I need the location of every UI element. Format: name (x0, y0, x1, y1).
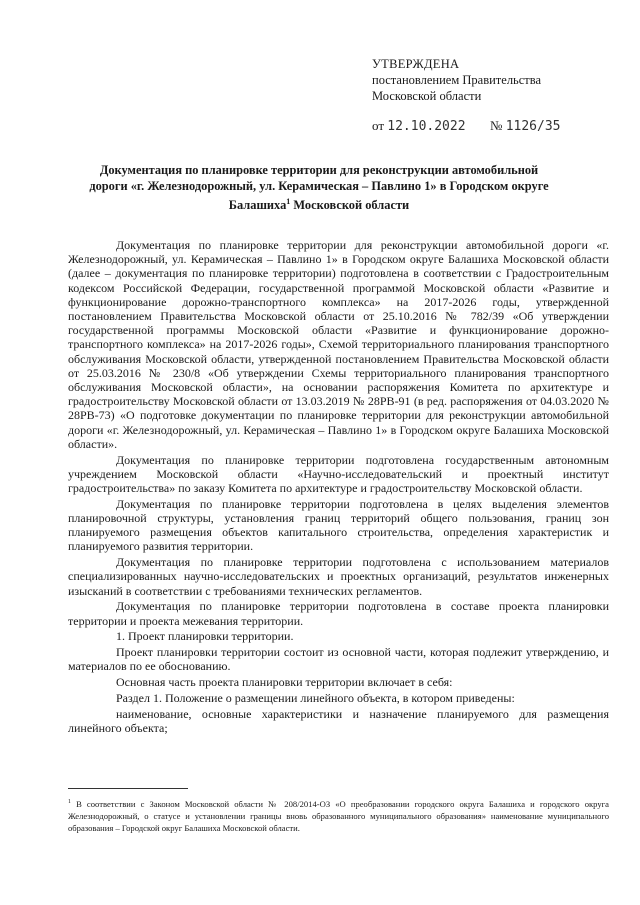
paragraph-composition: Документация по планировке территории подготовлена в составе проекта планировки территории и проекта межевания территории. (68, 599, 609, 628)
order-line (372, 118, 622, 135)
title-text-end: Московской области (293, 198, 410, 213)
approval-line-region: Московской области (372, 89, 482, 103)
document-title (84, 163, 554, 214)
footnote-mark: 1 (68, 799, 71, 805)
paragraph-developer: Документация по планировке территории подготовлена государственным автономным учреждением Московской области «Научно-исследовательский и проектный институт градостроительства» по заказу Комитета по архитектуре и градостроительству Московской области. (68, 452, 609, 496)
order-number: 1126/35 (505, 119, 561, 134)
title-text: Документация по планировке территории для реконструкции автомобильной дороги «г. Железнодорожный, ул. Керамическая – Павлино 1» в Городском округе Балашиха (89, 163, 549, 213)
footnote (68, 796, 609, 834)
paragraph-section-heading: 1. Проект планировки территории. (116, 629, 294, 644)
paragraph-item-name: наименование, основные характеристики и назначение планируемого для размещения линейного объекта; (68, 706, 609, 736)
approval-block (372, 56, 622, 135)
footnote-divider (68, 788, 188, 789)
order-from-label: от (372, 118, 385, 133)
document-body (68, 238, 609, 737)
paragraph-section-1: Раздел 1. Положение о размещении линейного объекта, в котором приведены: (116, 691, 515, 706)
paragraph-project-structure: Проект планировки территории состоит из основной части, которая подлежит утверждению, и материалов по ее обоснованию. (68, 645, 609, 674)
order-date: 12.10.2022 (387, 119, 466, 134)
paragraph-purpose: Документация по планировке территории подготовлена в целях выделения элементов планировочной структуры, установления границ территорий общего пользования, границ зон планируемого размещения объектов капитального строительства, определения характеристик и планируемого развития территории. (68, 496, 609, 554)
approval-line-resolution: постановлением Правительства (372, 73, 542, 87)
paragraph-basis: Документация по планировке территории для реконструкции автомобильной дороги «г. Железнодорожный, ул. Керамическая – Павлино 1» в Городском округе Балашиха Московской области (далее – документация по планировке территории) подготовлена в соответствии с Градостроительным кодексом Российской Федерации, государственной программой Московской области «Развитие и функционирование дорожно-транспортного комплекса» на 2017-2026 годы, утвержденной постановлением Правительства Московской области от 25.10.2016 № 782/39 «Об утверждении государственной программы Московской области «Развитие и функционирование дорожно-транспортного комплекса» на 2017-2026 годы», Схемой территориального планирования транспортного обслуживания Московской области, утвержденной постановлением Правительства Московской области от 25.03.2016 № 230/8 «Об утверждении Схемы территориального планирования транспортного обслуживания Московской области», на основании распоряжения Комитета по архитектуре и градостроительству Московской области от 13.03.2019 № 28РВ-91 (в ред. распоряжения от 04.03.2020 № 28РВ-73) «О подготовке документации по планировке территории для реконструкции автомобильной дороги «г. Железнодорожный, ул. Керамическая – Павлино 1» в Городском округе Балашиха Московской области». (68, 238, 609, 451)
order-number-label: № (490, 118, 503, 133)
paragraph-main-part: Основная часть проекта планировки территории включает в себя: (116, 675, 453, 690)
paragraph-materials: Документация по планировке территории подготовлена с использованием материалов специализированных научно-исследовательских и проектных организаций, результатов инженерных изысканий в соответствии с требованиями технических регламентов. (68, 555, 609, 598)
footnote-text: В соответствии с Законом Московской области № 208/2014-ОЗ «О преобразовании городского округа Балашиха и городского округа Железнодорожный, о статусе и установлении границы вновь образованного муниципального образования» наименование муниципального образования – Городской округ Балашиха Московской области. (68, 798, 609, 834)
approval-heading: УТВЕРЖДЕНА (372, 57, 460, 71)
title-footnote-mark: 1 (286, 197, 291, 206)
